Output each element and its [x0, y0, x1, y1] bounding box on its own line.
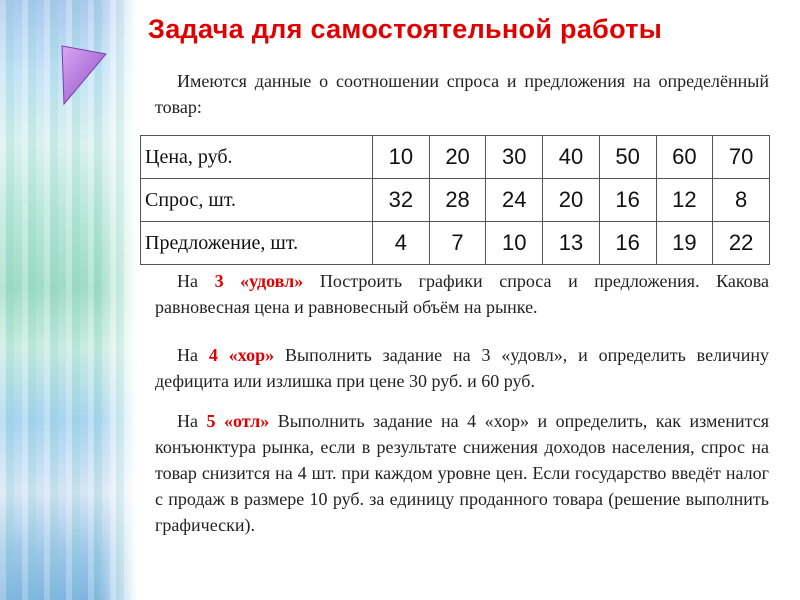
table-cell: 20 [429, 136, 486, 179]
price-demand-supply-table [140, 135, 770, 265]
task-text: Выполнить задание на 4 «хор» и определить, как изменится конъюнктура рынка, если в результате снижения доходов населения, спрос на товар снизится на 4 шт. при каждом уровне цен. Если государство введёт налог с продаж в размере 10 руб. за единицу проданного товара (решение выполнить графически). [155, 411, 769, 535]
task-text: Построить графики спроса и предложения. Какова равновесная цена и равновесный объём на рынке. [155, 271, 769, 317]
table-cell: 8 [713, 179, 770, 222]
task-prefix: На [177, 411, 207, 431]
grade-label: 4 «хор» [208, 345, 275, 365]
row-label-price: Цена, руб. [141, 136, 373, 179]
grade-label: 3 «удовл» [214, 271, 304, 291]
table-cell: 24 [486, 179, 543, 222]
table-cell: 13 [543, 222, 600, 265]
table-cell: 22 [713, 222, 770, 265]
task-grade-4 [155, 342, 769, 394]
task-text: Выполнить задание на 3 «удовл», и определить величину дефицита или излишка при цене 30 руб. и 60 руб. [155, 345, 770, 391]
intro-paragraph: Имеются данные о соотношении спроса и предложения на определённый товар: [155, 71, 769, 117]
table-cell: 12 [656, 179, 713, 222]
task-prefix: На [177, 345, 209, 365]
table-row [141, 179, 770, 222]
table-cell: 16 [599, 222, 656, 265]
triangle-arrow-icon [60, 44, 108, 106]
row-label-demand: Спрос, шт. [141, 179, 373, 222]
table-cell: 16 [599, 179, 656, 222]
page-title: Задача для самостоятельной работы [148, 14, 663, 44]
table-cell: 10 [486, 222, 543, 265]
table-row [141, 222, 770, 265]
table-cell: 4 [373, 222, 430, 265]
row-label-supply: Предложение, шт. [141, 222, 373, 265]
task-prefix: На [177, 271, 215, 291]
table-cell: 32 [373, 179, 430, 222]
table-cell: 30 [486, 136, 543, 179]
task-grade-3 [155, 268, 769, 320]
table-cell: 28 [429, 179, 486, 222]
table-cell: 50 [599, 136, 656, 179]
task-grade-5 [155, 408, 769, 538]
table-row [141, 136, 770, 179]
table-cell: 60 [656, 136, 713, 179]
table-cell: 10 [373, 136, 430, 179]
table-cell: 20 [543, 179, 600, 222]
table-cell: 19 [656, 222, 713, 265]
table-cell: 7 [429, 222, 486, 265]
table-cell: 40 [543, 136, 600, 179]
grade-label: 5 «отл» [206, 411, 270, 431]
table-cell: 70 [713, 136, 770, 179]
